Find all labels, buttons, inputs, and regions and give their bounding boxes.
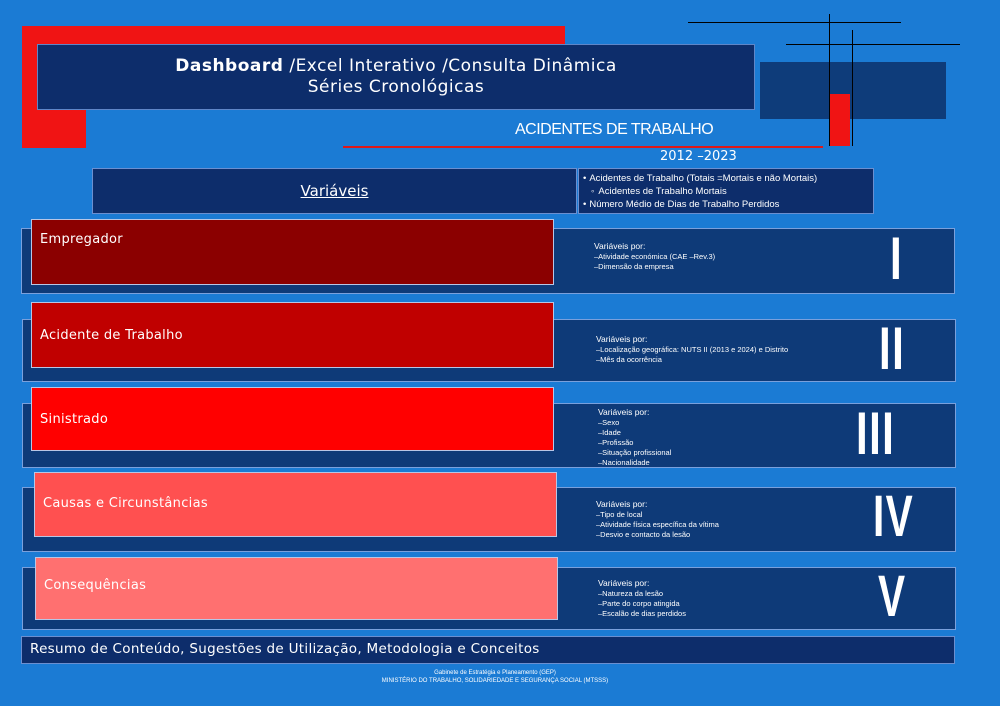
section-underline [343,146,823,148]
footer-ministry: MINISTÉRIO DO TRABALHO, SOLIDARIEDADE E SEGURANÇA SOCIAL (MTSSS) [381,678,609,684]
variables-box [92,168,577,214]
roman-numeral: I [890,225,904,292]
variables-item: • Número Médio de Dias de Trabalho Perdidos [583,198,869,211]
section-title: ACIDENTES DE TRABALHO [515,121,714,138]
category-button-empregador[interactable]: Empregador [31,219,554,285]
variables-list [578,168,874,214]
deco-line [852,30,853,146]
deco-line [688,22,901,23]
variables-label: Variáveis [300,182,369,200]
category-description: Variáveis por: –Atividade económica (CAE –Rev.3) –Dimensão da empresa [594,241,716,271]
category-description: Variáveis por: –Sexo –Idade –Profissão –Situação profissional –Nacionalidade [598,407,672,467]
summary-link-button[interactable]: Resumo de Conteúdo, Sugestões de Utilização, Metodologia e Conceitos [21,636,955,664]
page-subtitle: Séries Cronológicas [307,77,485,97]
header-title-box [37,44,755,110]
roman-numeral: V [878,564,907,629]
deco-line [786,44,960,45]
category-button-consequencias[interactable]: Consequências [35,557,558,620]
header-red-accent [829,94,850,146]
category-description: Variáveis por: –Localização geográfica: NUTS II (2013 e 2024) e Distrito –Mês da ocorrência [596,334,789,364]
category-description: Variáveis por: –Natureza da lesão –Parte do corpo atingida –Escalão de dias perdidos [598,578,686,618]
category-button-acidente[interactable]: Acidente de Trabalho [31,302,554,368]
header-navy-bar [760,62,946,119]
deco-line [829,14,830,146]
category-button-sinistrado[interactable]: Sinistrado [31,387,554,451]
footer [0,669,990,685]
page-title: Dashboard /Excel Interativo /Consulta Dinâmica [175,56,617,76]
footer-org: Gabinete de Estratégia e Planeamento (GEP) [434,670,556,676]
roman-numeral: II [879,315,906,382]
variables-item: • Acidentes de Trabalho (Totais =Mortais e não Mortais) [583,172,869,185]
roman-numeral: IV [873,484,915,549]
section-years: 2012 –2023 [660,149,737,164]
category-button-causas[interactable]: Causas e Circunstâncias [34,472,557,537]
category-description: Variáveis por: –Tipo de local –Atividade física específica da vítima –Desvio e contacto da lesão [596,499,719,539]
variables-item: ◦ Acidentes de Trabalho Mortais [583,185,869,198]
roman-numeral: III [856,400,896,467]
